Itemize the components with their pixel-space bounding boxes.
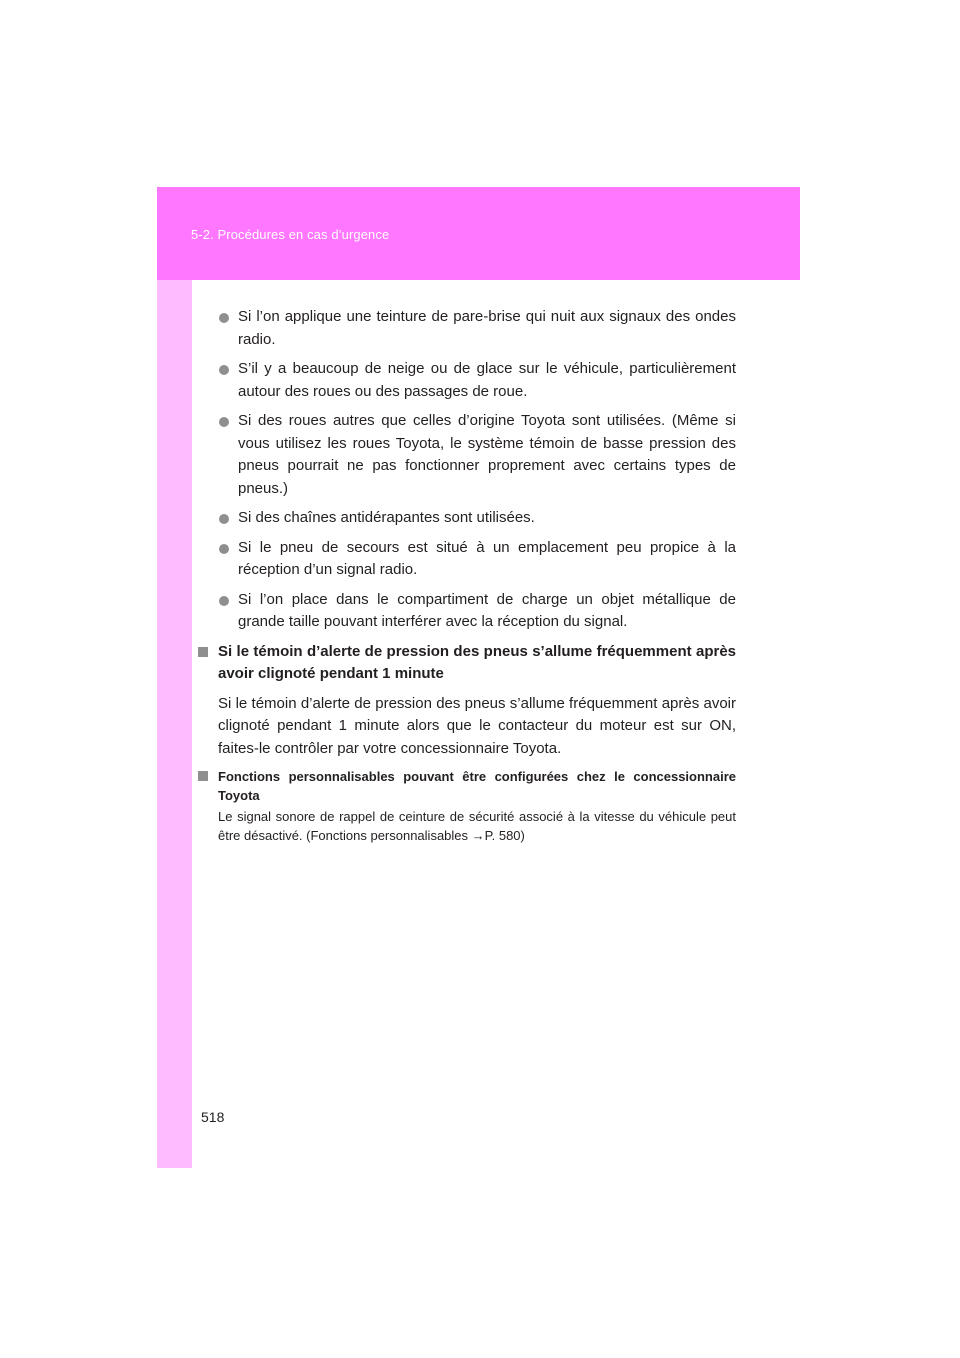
bullet-dot-icon [219, 417, 229, 427]
section-body: Si le témoin d’alerte de pression des pneus s’allume fréquemment après avoir clignoté pendant 1 minute alors que le contacteur du moteur est sur ON, faites-le contrôler par votre concessionnaire Toyota. [218, 694, 736, 757]
bullet-text: Si des roues autres que celles d’origine Toyota sont utilisées. (Même si vous utilisez les roues Toyota, le système témoin de basse pression des pneus pourrait ne pas fonctionner proprement avec certains types de pneus.) [238, 412, 736, 497]
list-item [198, 537, 736, 582]
bullet-dot-icon [219, 544, 229, 554]
list-item [198, 589, 736, 634]
bullet-text: S’il y a beaucoup de neige ou de glace sur le véhicule, particulièrement autour des roues ou des passages de roue. [238, 360, 736, 400]
content [198, 306, 736, 852]
bullet-text: Si l’on applique une teinture de pare-brise qui nuit aux signaux des ondes radio. [238, 308, 736, 348]
bullet-text: Si l’on place dans le compartiment de charge un objet métallique de grande taille pouvant interférer avec la réception du signal. [238, 590, 736, 630]
square-bullet-icon [198, 771, 208, 781]
bullet-text: Si le pneu de secours est situé à un emplacement peu propice à la réception d’un signal radio. [238, 538, 736, 578]
square-bullet-icon [198, 647, 208, 657]
bullet-dot-icon [219, 514, 229, 524]
bullet-dot-icon [219, 313, 229, 323]
list-item [198, 358, 736, 403]
section-label: 5-2. Procédures en cas d’urgence [191, 227, 390, 242]
list-item [198, 410, 736, 500]
bullet-dot-icon [219, 365, 229, 375]
section-heading [198, 767, 736, 805]
bullet-dot-icon [219, 596, 229, 606]
section-heading [198, 641, 736, 686]
section-heading-text: Fonctions personnalisables pouvant être configurées chez le concessionnaire Toyota [218, 769, 736, 803]
list-item [198, 507, 736, 530]
bullet-text: Si des chaînes antidérapantes sont utilisées. [238, 509, 535, 526]
list-item [198, 306, 736, 351]
side-strip [157, 280, 192, 1168]
section-heading-text: Si le témoin d’alerte de pression des pneus s’allume fréquemment après avoir clignoté pendant 1 minute [218, 642, 736, 682]
section-body: Le signal sonore de rappel de ceinture de sécurité associé à la vitesse du véhicule peut être désactivé. (Fonctions personnalisables →P. 580) [218, 809, 736, 843]
header-band [157, 187, 800, 280]
page-number: 518 [201, 1109, 225, 1125]
